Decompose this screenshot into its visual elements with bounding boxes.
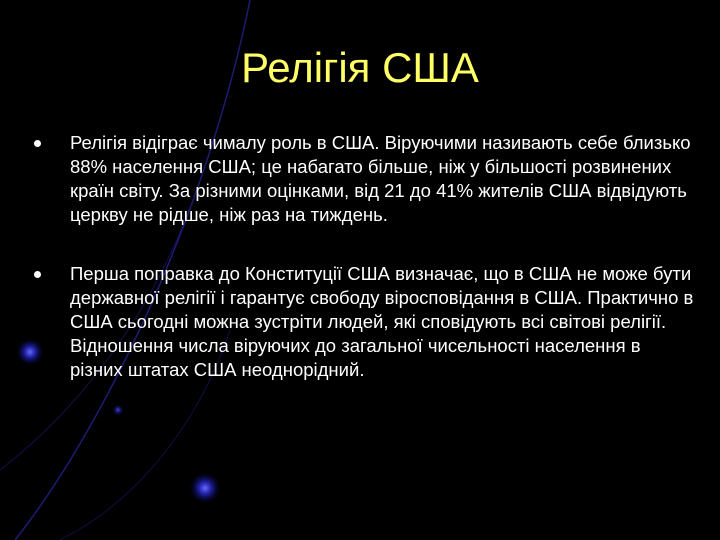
bullet-text: Перша поправка до Конституції США визначає, що в США не може бути державної релігії і гарантує свободу віросповідання в США. Практично в США сьогодні можна зустріти людей, які сповідують всі світові релігії.	[70, 263, 694, 332]
decor-glow-center	[189, 472, 221, 504]
bullet-item	[34, 262, 694, 382]
bullet-text: Релігія відіграє чималу роль в США. Віруючими називають себе близько 88% населення США; це набагато більше, ніж у більшості розвинених країн світу. За різними оцінками, від 21 до 41% жителів США відвідують церкву не рідше, ніж раз на тиждень.	[70, 132, 691, 225]
slide-title: Релігія США	[241, 44, 479, 91]
bullet-continuation-text: Відношення числа віруючих до загальної чисельності населення в різних штатах США неоднорідний.	[70, 335, 641, 380]
bullet-item	[34, 131, 694, 227]
bullet-list	[34, 131, 694, 417]
bullet-dot-icon	[34, 140, 41, 147]
bullet-dot-icon	[34, 271, 41, 278]
